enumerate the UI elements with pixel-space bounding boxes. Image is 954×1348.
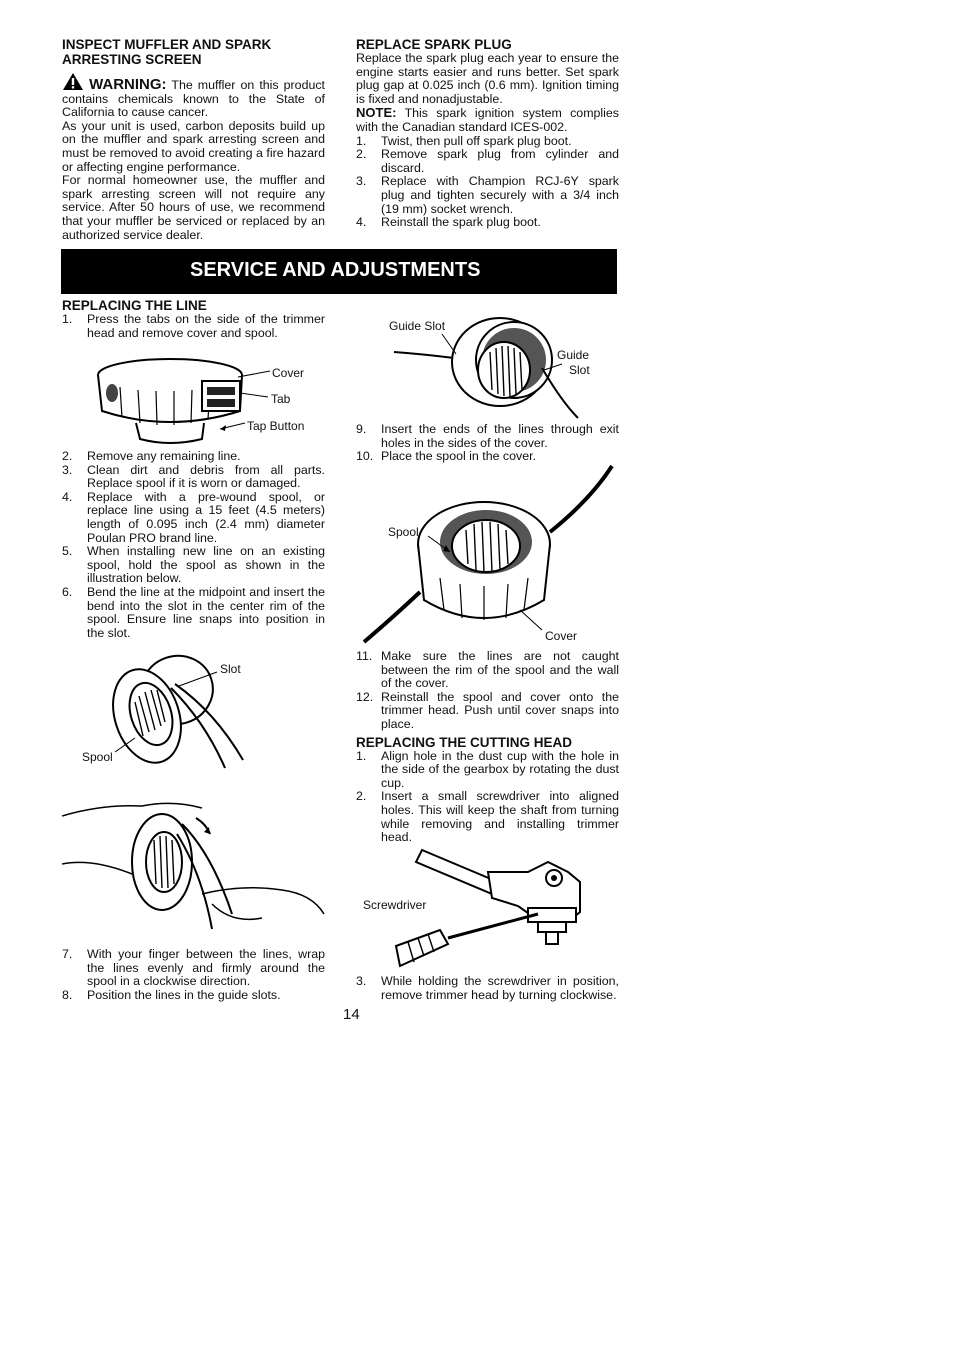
- list-item: 1. Twist, then pull off spark plug boot.: [356, 133, 572, 148]
- label-cover: Cover: [272, 366, 305, 380]
- list-item: 9. Insert the ends of the lines through exit holes in the sides of the cover.: [356, 422, 619, 450]
- label-cover-2: Cover: [545, 629, 578, 643]
- line-steps-b: [62, 948, 325, 1002]
- warning-triangle-icon: [62, 72, 84, 91]
- list-item: 4. Replace with a pre-wound spool, or replace line using a 15 feet (4.5 meters) length of 0.095 inch (2.4 mm) diameter Poulan PRO brand line.: [62, 489, 325, 545]
- list-item: 10. Place the spool in the cover.: [356, 449, 536, 464]
- page-number: 14: [343, 1006, 360, 1023]
- line-steps-c: [356, 423, 619, 464]
- hand-wrapping-illustration: [62, 794, 326, 934]
- list-item: 5. When installing new line on an existing spool, hold the spool as shown in the illustration below.: [62, 544, 325, 586]
- spark-steps: [356, 135, 619, 230]
- section-banner: [61, 249, 617, 294]
- line-steps-d: [356, 650, 619, 845]
- list-item: 2. Remove any remaining line.: [62, 449, 241, 463]
- spark-plug-title: REPLACE SPARK PLUG: [356, 37, 512, 52]
- note-text: This spark ignition system complies with the Canadian standard ICES-002.: [356, 106, 619, 134]
- muffler-title: INSPECT MUFFLER AND SPARK ARRESTING SCREEN: [62, 37, 272, 67]
- label-spool-2: Spool: [388, 525, 419, 539]
- list-item: 1. Align hole in the dust cup with the hole in the side of the gearbox by rotating the dust cup.: [356, 748, 619, 790]
- warning-text: The muffler on this product contains chemicals known to the State of California to cause cancer.: [62, 78, 325, 120]
- cutting-head-step-3: [356, 975, 619, 1002]
- list-item: 11. Make sure the lines are not caught between the rim of the spool and the wall of the cover.: [356, 649, 619, 691]
- label-slot: Slot: [220, 662, 241, 676]
- list-item: 3. Replace with Champion RCJ-6Y spark plug and tighten securely with a 3/4 inch (19 mm) socket wrench.: [356, 174, 619, 216]
- banner-title: SERVICE AND ADJUSTMENTS: [190, 259, 481, 281]
- label-tap-button: Tap Button: [247, 419, 305, 433]
- label-spool: Spool: [82, 750, 113, 764]
- list-item: 2. Insert a small screwdriver into aligned holes. This will keep the shaft from turning while removing and installing trimmer head.: [356, 789, 619, 845]
- list-item: 12. Reinstall the spool and cover onto the trimmer head. Push until cover snaps into place.: [356, 689, 619, 731]
- cutting-head-title: REPLACING THE CUTTING HEAD: [356, 734, 572, 750]
- note-label: NOTE:: [356, 105, 397, 121]
- label-tab: Tab: [271, 392, 291, 406]
- line-steps-a: [62, 450, 325, 640]
- replacing-line-title: REPLACING THE LINE: [62, 298, 207, 313]
- label-guide-slot-2: Slot: [569, 363, 590, 377]
- label-guide: Guide: [557, 348, 590, 362]
- list-item: 2. Remove spark plug from cylinder and discard.: [356, 147, 619, 175]
- label-guide-slot: Guide Slot: [389, 319, 446, 333]
- muffler-para-1: As your unit is used, carbon deposits build up on the muffler and spark arresting screen and must be removed to avoid creating a fire hazard or affecting engine performance.: [62, 118, 325, 174]
- list-item: 3. While holding the screwdriver in position, remove trimmer head by turning clockwise.: [356, 974, 619, 1002]
- warning-label: WARNING:: [89, 76, 167, 93]
- spark-note: [356, 106, 619, 134]
- spark-plug-section: [356, 37, 619, 230]
- list-item: 4. Reinstall the spark plug boot.: [356, 215, 541, 230]
- muffler-section: [62, 37, 325, 242]
- muffler-para-2: For normal homeowner use, the muffler and spark arresting screen will not require any service. After 50 hours of use, we recommend that your muffler be serviced or replaced by an authorized service dealer.: [62, 173, 325, 242]
- warning-paragraph: [62, 72, 325, 120]
- spool-in-cover-illustration: [360, 460, 620, 650]
- list-item: 3. Clean dirt and debris from all parts. Replace spool if it is worn or damaged.: [62, 462, 325, 491]
- replacing-line-section: [62, 298, 325, 340]
- spark-intro: Replace the spark plug each year to ensure the engine starts easier and runs better. Set spark plug gap at 0.025 inch (0.6 mm). Ignition timing is fixed and nonadjustable.: [356, 51, 619, 106]
- list-item: 6. Bend the line at the midpoint and insert the bend into the slot in the center rim of the spool. Ensure line snaps into position in the slot.: [62, 584, 325, 640]
- label-screwdriver: Screwdriver: [363, 898, 427, 912]
- list-item: 1. Press the tabs on the side of the trimmer head and remove cover and spool.: [62, 312, 325, 340]
- list-item: 7. With your finger between the lines, wrap the lines evenly and firmly around the spool in a clockwise direction.: [62, 947, 325, 989]
- list-item: 8. Position the lines in the guide slots.: [62, 987, 281, 1002]
